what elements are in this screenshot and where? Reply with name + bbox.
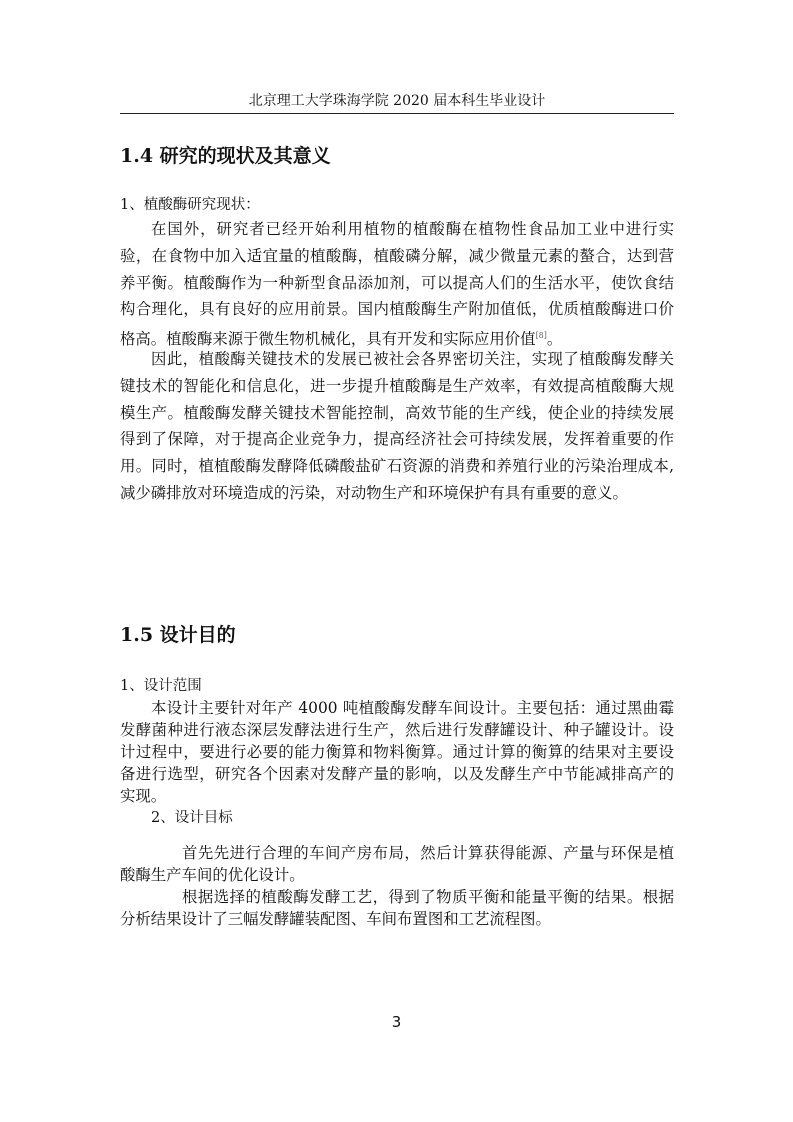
section-1-5-item-2: 2、设计目标 bbox=[151, 810, 233, 826]
citation-8: [8] bbox=[535, 331, 547, 341]
section-1-5-paragraph-1: 本设计主要针对年产 4000 吨植酸酶发酵车间设计。主要包括：通过黑曲霉发酵菌种进行液态深层发酵法进行生产，然后进行发酵罐设计、种子罐设计。设计过程中，要进行必要的能力衡算和物料衡算。通过计算的衡算的结果对主要设备进行选型，研究各个因素对发酵产量的影响，以及发酵生产中节能减排高产的实现。 bbox=[120, 699, 674, 805]
section-1-5-paragraph-2: 首先先进行合理的车间产房布局，然后计算获得能源、产量与环保是植酸酶生产车间的优化设计。 bbox=[120, 844, 674, 884]
page-number: 3 bbox=[391, 1013, 402, 1031]
section-1-5-paragraph-3: 根据选择的植酸酶发酵工艺，得到了物质平衡和能量平衡的结果。根据分析结果设计了三幅发酵罐装配图、车间布置图和工艺流程图。 bbox=[120, 888, 674, 928]
section-1-4-item-1: 1、植酸酶研究现状： bbox=[120, 197, 260, 213]
section-1-4-paragraph-1-text: 在国外，研究者已经开始利用植物的植酸酶在植物性食品加工业中进行实验，在食物中加入适宜量的植酸酶，植酸磷分解，减少微量元素的螯合，达到营养平衡。植酸酶作为一种新型食品添加剂，可以提高人们的生活水平，使饮食结构合理化，具有良好的应用前景。国内植酸酶生产附加值低，优质植酸酶进口价格高。植酸酶来源于微生物机械化，具有开发和实际应用价值 bbox=[120, 220, 674, 349]
section-1-4-paragraph-2: 因此，植酸酶关键技术的发展已被社会各界密切关注，实现了植酸酶发酵关键技术的智能化和信息化，进一步提升植酸酶是生产效率，有效提高植酸酶大规模生产。植酸酶发酵关键技术智能控制，高效节能的生产线，使企业的持续发展得到了保障，对于提高企业竞争力，提高经济社会可持续发展，发挥着重要的作用。同时，植植酸酶发酵降低磷酸盐矿石资源的消费和养殖行业的污染治理成本,减少磷排放对环境造成的污染，对动物生产和环境保护有具有重要的意义。 bbox=[120, 350, 674, 502]
section-1-4-paragraph-1 bbox=[120, 216, 674, 353]
section-1-4-paragraph-1-end: 。 bbox=[546, 330, 563, 349]
header-rule bbox=[120, 113, 674, 114]
section-1-5-item-1: 1、设计范围 bbox=[120, 678, 202, 694]
section-1-5-title: 1.5 设计目的 bbox=[120, 624, 236, 646]
page-header: 北京理工大学珠海学院 2020 届本科生毕业设计 bbox=[248, 93, 546, 109]
section-1-4-title: 1.4 研究的现状及其意义 bbox=[120, 145, 331, 167]
